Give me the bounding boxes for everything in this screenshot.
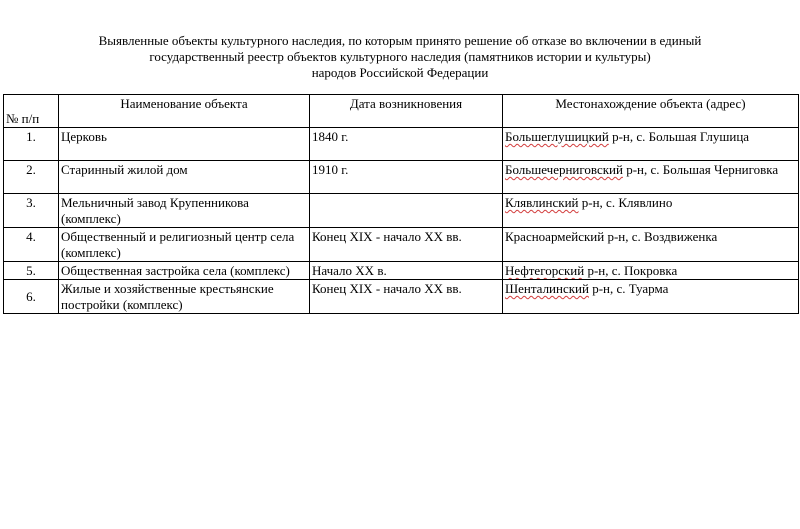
header-date: Дата возникновения (310, 95, 503, 128)
title-line: государственный реестр объектов культурного наследия (памятников истории и культуры) (149, 49, 651, 64)
location-district: Клявлинский (505, 195, 579, 210)
object-date: 1910 г. (310, 161, 503, 194)
object-name: Старинный жилой дом (59, 161, 310, 194)
object-date (310, 194, 503, 228)
object-location (503, 280, 799, 314)
location-settlement: р-н, с. Большая Глушица (608, 129, 750, 144)
table-header-row (4, 95, 799, 128)
location-settlement: р-н, с. Клявлино (578, 195, 673, 210)
row-number: 3. (4, 194, 59, 228)
table-row (4, 228, 799, 262)
header-name: Наименование объекта (59, 95, 310, 128)
location-district: Шенталинский (505, 281, 589, 296)
table-row (4, 194, 799, 228)
location-settlement: Красноармейский р-н, с. Воздвиженка (505, 229, 718, 244)
object-date: Конец XIX - начало XX вв. (310, 228, 503, 262)
title-line: народов Российской Федерации (311, 65, 489, 80)
row-number: 2. (4, 161, 59, 194)
objects-table (3, 94, 799, 314)
location-settlement: р-н, с. Покровка (584, 263, 678, 278)
object-name: Мельничный завод Крупенникова (комплекс) (59, 194, 310, 228)
object-name: Общественная застройка села (комплекс) (59, 262, 310, 280)
object-date: Начало XX в. (310, 262, 503, 280)
row-number: 1. (4, 128, 59, 161)
location-settlement: р-н, с. Большая Черниговка (622, 162, 779, 177)
object-name: Жилые и хозяйственные крестьянские постройки (комплекс) (59, 280, 310, 314)
object-location (503, 228, 799, 262)
table-row (4, 128, 799, 161)
object-date: 1840 г. (310, 128, 503, 161)
location-district: Большеглушицкий (505, 129, 609, 144)
document-title (30, 33, 770, 81)
header-num: № п/п (4, 95, 59, 128)
location-settlement: р-н, с. Туарма (588, 281, 669, 296)
location-district: Большечерниговский (505, 162, 623, 177)
header-location: Местонахождение объекта (адрес) (503, 95, 799, 128)
row-number: 5. (4, 262, 59, 280)
object-name: Общественный и религиозный центр села (комплекс) (59, 228, 310, 262)
object-name: Церковь (59, 128, 310, 161)
object-location (503, 194, 799, 228)
object-location (503, 128, 799, 161)
title-line: Выявленные объекты культурного наследия, по которым принято решение об отказе во включении в единый (98, 33, 702, 48)
object-location (503, 161, 799, 194)
row-number: 6. (4, 280, 59, 314)
object-date: Конец XIX - начало XX вв. (310, 280, 503, 314)
table-row (4, 262, 799, 280)
table-row (4, 161, 799, 194)
object-location (503, 262, 799, 280)
location-district: Нефтегорский (505, 263, 585, 278)
row-number: 4. (4, 228, 59, 262)
table-row (4, 280, 799, 314)
